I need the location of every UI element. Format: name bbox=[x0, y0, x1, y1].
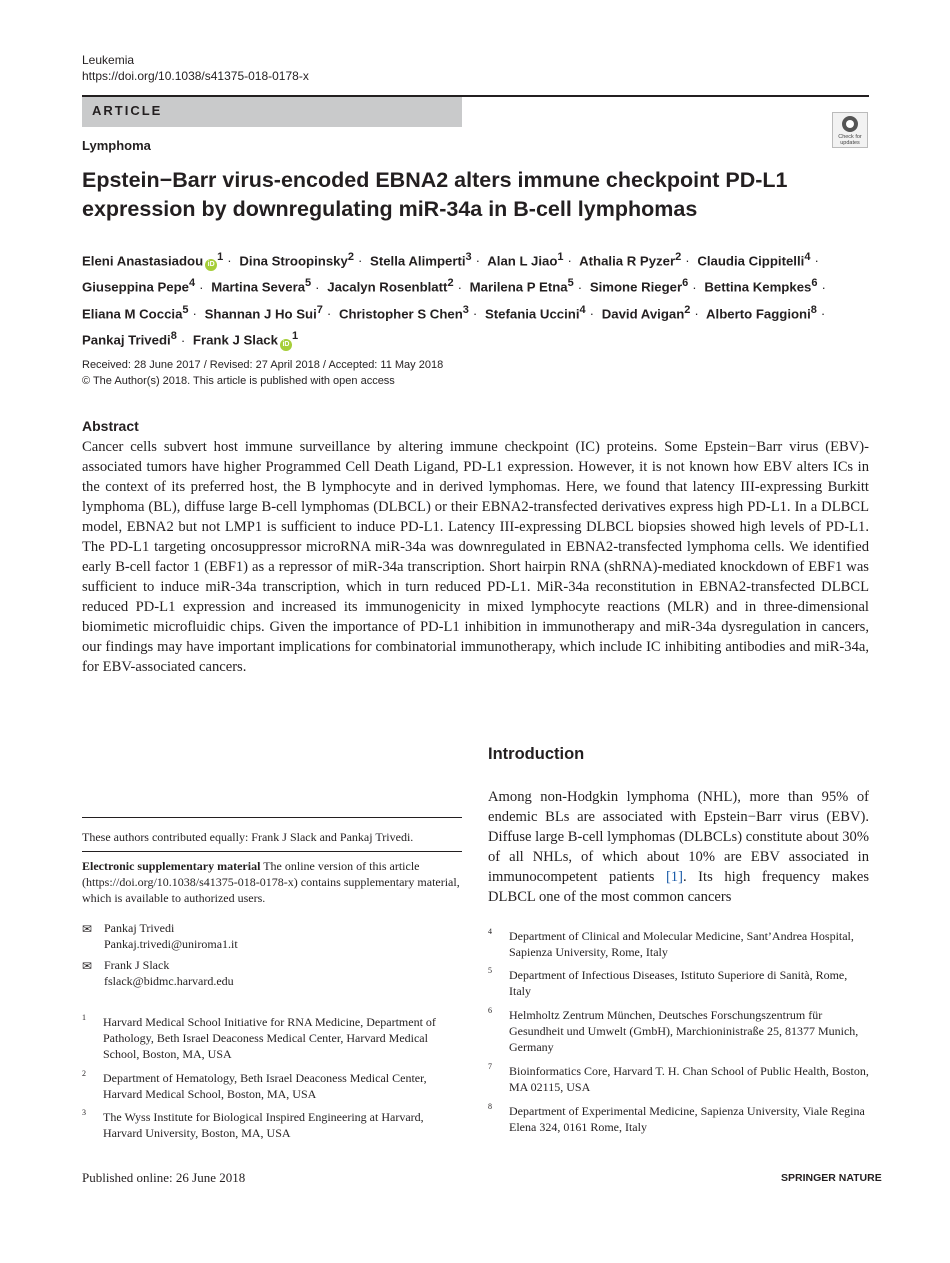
citation-link[interactable]: [1] bbox=[665, 869, 683, 885]
author-name[interactable]: Shannan J Ho Sui bbox=[204, 306, 317, 322]
author-separator: · bbox=[192, 306, 197, 322]
correspondence-1 bbox=[82, 920, 462, 952]
corr-email[interactable]: Pankaj.trivedi@uniroma1.it bbox=[104, 937, 238, 951]
affiliation-text: Helmholtz Zentrum München, Deutsches Forschungszentrum für Gesundheit und Umwelt (GmbH), Marchioninistraße 25, 81377 Munich, Germany bbox=[509, 1008, 859, 1054]
author-separator: · bbox=[357, 253, 363, 269]
author-affiliation-number: 2 bbox=[675, 251, 682, 263]
author-name[interactable]: Eliana M Coccia bbox=[82, 306, 183, 322]
author-separator: · bbox=[326, 306, 332, 322]
author-separator: · bbox=[577, 279, 583, 295]
author-separator: · bbox=[315, 279, 320, 295]
doi-link[interactable]: https://doi.org/10.1038/s41375-018-0178-x bbox=[82, 69, 309, 83]
author-separator: · bbox=[567, 253, 572, 269]
publisher-logo: SPRINGER NATURE bbox=[781, 1172, 882, 1184]
author-separator: · bbox=[685, 253, 690, 269]
author-separator: · bbox=[589, 306, 595, 322]
copyright-line: © The Author(s) 2018. This article is published with open access bbox=[82, 375, 395, 387]
intro-text-part-2: . Its high frequency makes DLBCL one of the most common cancers bbox=[488, 869, 869, 905]
equal-contribution-note: These authors contributed equally: Frank J Slack and Pankaj Trivedi. bbox=[82, 830, 414, 844]
article-type-label: ARTICLE bbox=[92, 103, 163, 118]
author-name[interactable]: David Avigan bbox=[601, 306, 685, 322]
abstract-text: Cancer cells subvert host immune surveillance by altering immune checkpoint (IC) proteins. Some Epstein−Barr virus (EBV)-associated tumors have higher Programmed Cell Death Ligand, PD-L1 expression. However, it is not known how EBV alters ICs in the context of its preferred host, the B lymphocyte and in derived lymphomas. Here, we found that latency III-expressing Burkitt lymphoma (BL), diffuse large B-cell lymphomas (DLBCL) or their EBNA2-transfected derivatives express high PD-L1. In a DLBCL model, EBNA2 but not LMP1 is sufficient to induce PD-L1. Latency III-expressing DLBCL biopsies showed high levels of PD-L1. The PD-L1 targeting oncosuppressor microRNA miR-34a was downregulated in EBNA2-transfected lymphoma cells. We identified early B-cell factor 1 (EBF1) as a repressor of miR-34a transcription. Short hairpin RNA (shRNA)-mediated knockdown of EBF1 was sufficient to induce miR-34a transcription, which in turn reduced PD-L1. MiR-34a reconstitution in EBNA2-transfected DLBCL reduced PD-L1 expression and increased its immunogenicity in mixed lymphocyte reactions (MLR) and in three-dimensional biomimetic microfluidic chips. Given the importance of PD-L1 inhibition in immunotherapy and miR-34a dysregulation in cancers, our findings may have important implications for combinatorial immunotherapy, which include IC inhibiting antibodies and miR-34a, for EBV-associated cancers. bbox=[82, 439, 869, 675]
affiliation-text: Harvard Medical School Initiative for RNA Medicine, Department of Pathology, Beth Israel Deaconess Medical Center, Harvard Medical School, Boston, MA, USA bbox=[103, 1015, 436, 1061]
author-affiliation-number: 4 bbox=[804, 251, 811, 263]
affiliation-text: Bioinformatics Core, Harvard T. H. Chan School of Public Health, Boston, MA 02115, USA bbox=[509, 1064, 869, 1094]
title-line-1: Epstein−Barr virus-encoded EBNA2 alters immune checkpoint PD-L1 bbox=[82, 168, 788, 192]
author-affiliation-number: 5 bbox=[305, 277, 312, 290]
author-separator: · bbox=[472, 306, 478, 322]
author-affiliation-number: 3 bbox=[462, 303, 469, 316]
affiliation-text: Department of Hematology, Beth Israel Deaconess Medical Center, Harvard Medical School, Boston, MA, USA bbox=[103, 1071, 427, 1101]
author-name[interactable]: Alberto Faggioni bbox=[706, 306, 811, 322]
published-date: Published online: 26 June 2018 bbox=[82, 1170, 246, 1185]
author-separator: · bbox=[199, 279, 204, 295]
author-affiliation-number: 2 bbox=[347, 251, 354, 263]
author-affiliation-number: 1 bbox=[557, 251, 564, 263]
author-name[interactable]: Claudia Cippitelli bbox=[697, 253, 805, 269]
abstract-heading: Abstract bbox=[82, 418, 139, 434]
author-name[interactable]: Stefania Uccini bbox=[484, 306, 580, 322]
footnote-rule bbox=[82, 817, 462, 818]
supplementary-material-note bbox=[82, 858, 464, 906]
author-affiliation-number: 8 bbox=[170, 330, 177, 343]
esm-label: Electronic supplementary material bbox=[82, 859, 261, 873]
author-name[interactable]: Pankaj Trivedi bbox=[82, 332, 171, 348]
author-affiliation-number: 2 bbox=[684, 303, 691, 316]
history-dates: Received: 28 June 2017 / Revised: 27 April 2018 / Accepted: 11 May 2018 bbox=[82, 359, 444, 371]
title-line-2: expression by downregulating miR-34a in B-cell lymphomas bbox=[82, 197, 698, 221]
author-name[interactable]: Alan L Jiao bbox=[487, 253, 558, 269]
check-for-updates-button[interactable] bbox=[832, 112, 868, 148]
author-name[interactable]: Athalia R Pyzer bbox=[579, 253, 676, 269]
corr-name: Pankaj Trivedi bbox=[104, 921, 175, 935]
author-affiliation-number: 8 bbox=[810, 303, 817, 316]
author-affiliation-number: 1 bbox=[217, 251, 224, 263]
journal-name: Leukemia bbox=[82, 53, 135, 67]
author-affiliation-number: 1 bbox=[291, 330, 299, 343]
author-name[interactable]: Giuseppina Pepe bbox=[82, 279, 189, 295]
envelope-icon: ✉ bbox=[82, 922, 93, 936]
author-affiliation-number: 2 bbox=[447, 277, 454, 290]
author-name[interactable]: Martina Severa bbox=[211, 279, 306, 295]
affiliation-number: 1 bbox=[82, 1013, 86, 1022]
author-affiliation-number: 5 bbox=[567, 277, 574, 290]
author-separator: · bbox=[821, 279, 826, 295]
affiliation-number: 5 bbox=[488, 966, 492, 975]
author-list bbox=[82, 246, 872, 352]
corr-email[interactable]: fslack@bidmc.harvard.edu bbox=[104, 974, 234, 988]
author-name[interactable]: Stella Alimperti bbox=[370, 253, 466, 269]
author-affiliation-number: 5 bbox=[182, 303, 189, 316]
author-separator: · bbox=[692, 279, 697, 295]
article-dates bbox=[82, 357, 443, 389]
author-affiliation-number: 6 bbox=[682, 277, 689, 290]
author-separator: · bbox=[180, 332, 186, 348]
orcid-icon[interactable]: iD bbox=[205, 259, 217, 271]
envelope-icon: ✉ bbox=[82, 959, 93, 973]
affiliation-text: Department of Clinical and Molecular Medicine, Sant’Andrea Hospital, Sapienza University, Rome, Italy bbox=[509, 929, 854, 959]
author-affiliation-number: 7 bbox=[316, 303, 323, 316]
author-name[interactable]: Frank J Slack bbox=[192, 332, 278, 348]
author-affiliation-number: 4 bbox=[579, 303, 586, 316]
affiliation-text: The Wyss Institute for Biological Inspired Engineering at Harvard, Harvard University, Boston, MA, USA bbox=[103, 1110, 424, 1140]
intro-text-part-1: Among non-Hodgkin lymphoma (NHL), more than 95% of endemic BLs are associated with Epstein−Barr virus (EBV). Diffuse large B-cell lymphomas (DLBCLs) constitute about 30% of all NHLs, of which about 10% are EBV associated in immunocompetent patients bbox=[488, 789, 869, 885]
author-separator: · bbox=[227, 253, 232, 269]
update-icon bbox=[842, 116, 858, 132]
check-updates-label: Check for updates bbox=[838, 134, 862, 146]
author-name[interactable]: Eleni Anastasiadou bbox=[82, 253, 204, 269]
author-name[interactable]: Marilena P Etna bbox=[469, 279, 568, 295]
affiliation-number: 8 bbox=[488, 1102, 492, 1111]
article-title bbox=[82, 166, 872, 224]
author-name[interactable]: Simone Rieger bbox=[589, 279, 683, 295]
affiliation-number: 2 bbox=[82, 1069, 86, 1078]
introduction-heading: Introduction bbox=[488, 745, 585, 763]
author-separator: · bbox=[475, 253, 481, 269]
section-label: Lymphoma bbox=[82, 138, 151, 153]
author-affiliation-number: 4 bbox=[189, 277, 196, 290]
affiliation-text: Department of Infectious Diseases, Istituto Superiore di Sanità, Rome, Italy bbox=[509, 968, 848, 998]
author-affiliation-number: 6 bbox=[811, 277, 818, 290]
author-name[interactable]: Jacalyn Rosenblatt bbox=[327, 279, 448, 295]
footnote-rule-2 bbox=[82, 851, 462, 852]
affiliation-number: 4 bbox=[488, 927, 492, 936]
journal-header bbox=[82, 52, 309, 84]
author-name[interactable]: Christopher S Chen bbox=[338, 306, 463, 322]
affiliation-text: Department of Experimental Medicine, Sapienza University, Viale Regina Elena 324, 0161 Rome, Italy bbox=[509, 1104, 865, 1134]
corr-name: Frank J Slack bbox=[104, 958, 170, 972]
affiliation-number: 7 bbox=[488, 1062, 492, 1071]
affiliation-number: 3 bbox=[82, 1108, 86, 1117]
esm-text: The online version of this article (https://doi.org/10.1038/s41375-018-0178-x) contains supplementary material, which is available to authorized users. bbox=[82, 859, 460, 905]
author-name[interactable]: Dina Stroopinsky bbox=[239, 253, 348, 269]
correspondence-2 bbox=[82, 957, 462, 989]
orcid-icon[interactable]: iD bbox=[280, 339, 292, 351]
author-name[interactable]: Bettina Kempkes bbox=[704, 279, 812, 295]
author-separator: · bbox=[457, 279, 462, 295]
author-affiliation-number: 3 bbox=[465, 251, 472, 263]
author-separator: · bbox=[694, 306, 699, 322]
introduction-text bbox=[488, 787, 869, 907]
affiliation-number: 6 bbox=[488, 1006, 492, 1015]
author-separator: · bbox=[820, 306, 826, 322]
author-separator: · bbox=[814, 253, 819, 269]
